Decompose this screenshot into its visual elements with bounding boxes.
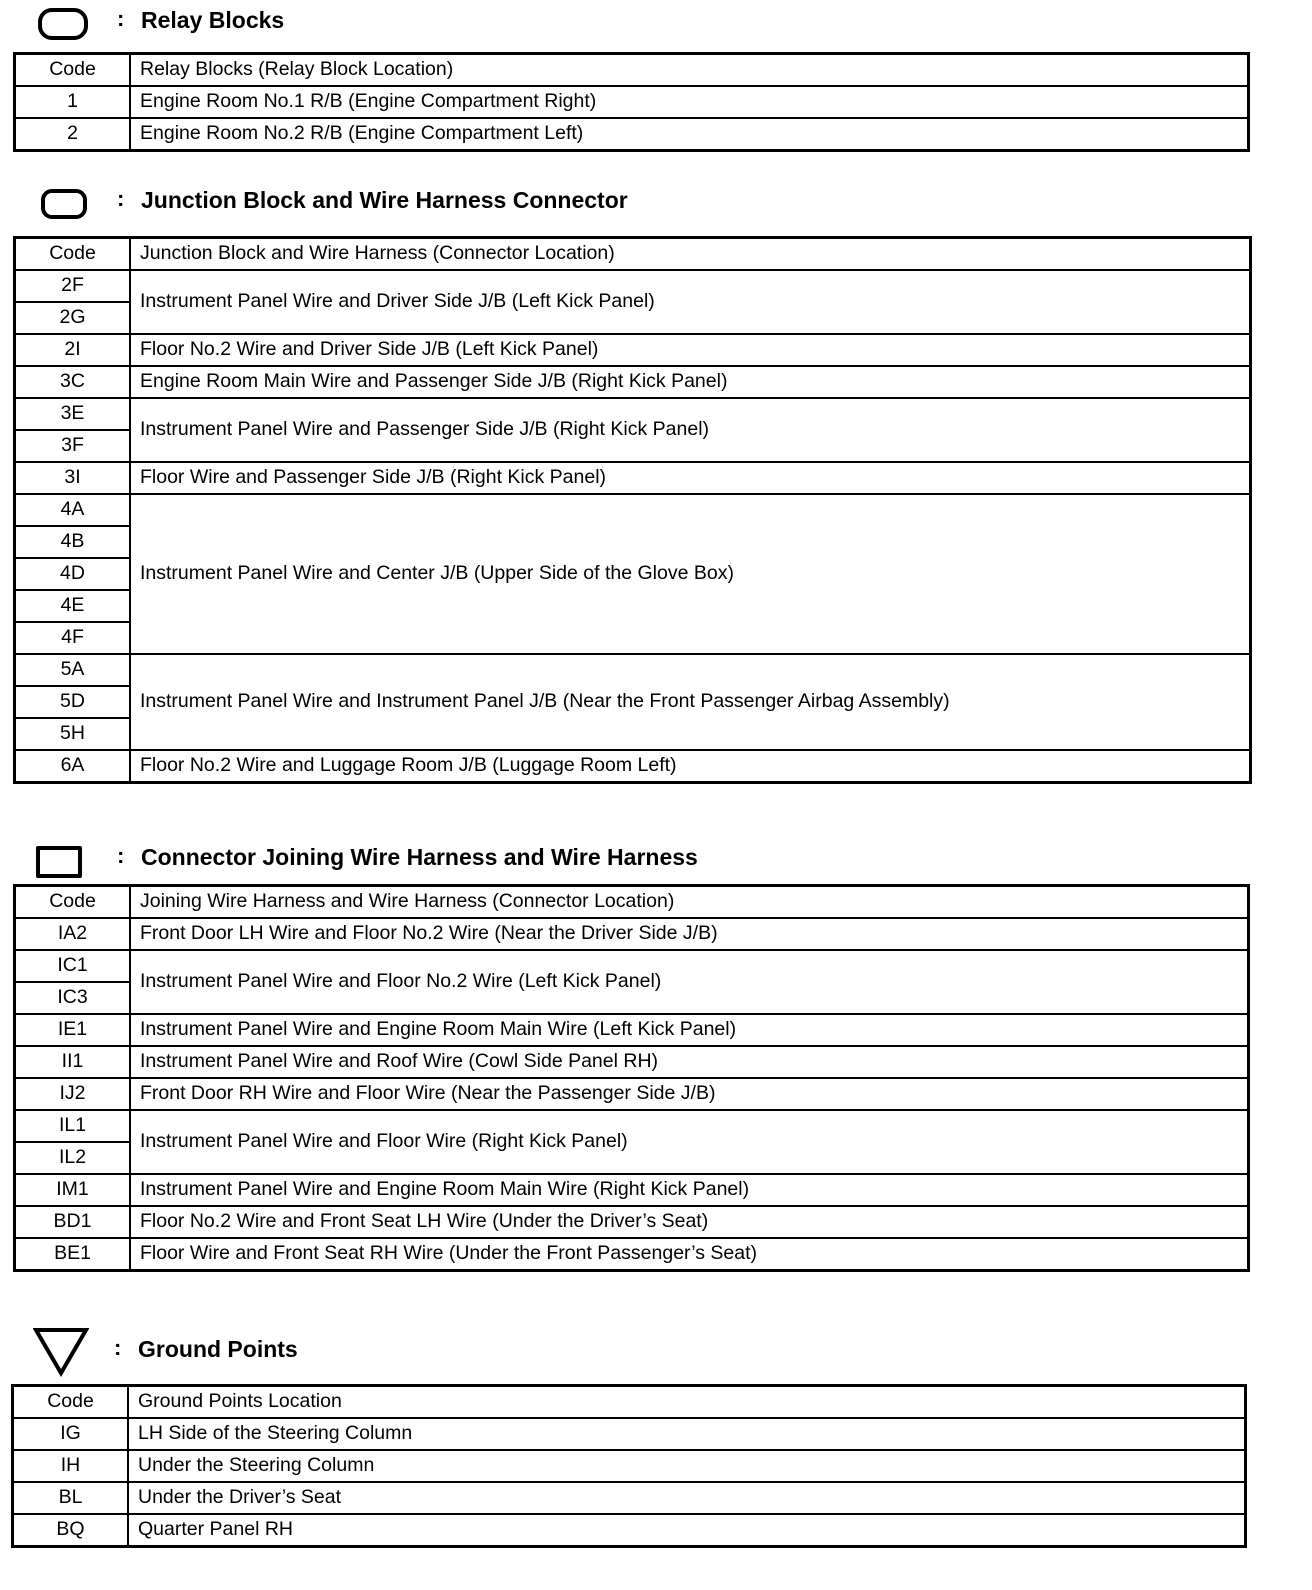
table-row	[13, 1418, 1246, 1450]
junction-block-table	[13, 236, 1252, 784]
table-row	[15, 1078, 1249, 1110]
location-cell: Under the Steering Column	[128, 1450, 1246, 1482]
code-header: Code	[15, 54, 131, 87]
code-cell: IJ2	[15, 1078, 131, 1110]
ground-points-table	[11, 1384, 1247, 1548]
relay-blocks-table	[13, 52, 1250, 152]
table-row	[15, 918, 1249, 950]
location-header: Junction Block and Wire Harness (Connector Location)	[130, 238, 1251, 271]
table-row	[15, 462, 1251, 494]
table-header-row	[15, 238, 1251, 271]
section-title: Ground Points	[138, 1336, 298, 1362]
table-row	[15, 1206, 1249, 1238]
code-header: Code	[15, 886, 131, 919]
junction-block-heading	[0, 182, 1312, 222]
connector-joining-heading	[0, 838, 1312, 878]
table-row	[15, 398, 1251, 430]
code-cell: BE1	[15, 1238, 131, 1271]
code-cell: IL2	[15, 1142, 131, 1174]
code-cell: II1	[15, 1046, 131, 1078]
code-cell: IC3	[15, 982, 131, 1014]
code-cell: 6A	[15, 750, 131, 783]
location-cell: Instrument Panel Wire and Engine Room Main Wire (Right Kick Panel)	[130, 1174, 1249, 1206]
code-cell: IA2	[15, 918, 131, 950]
code-header: Code	[13, 1386, 129, 1419]
location-cell: Floor No.2 Wire and Driver Side J/B (Left Kick Panel)	[130, 334, 1251, 366]
code-cell: 4E	[15, 590, 131, 622]
location-cell: Instrument Panel Wire and Passenger Side J/B (Right Kick Panel)	[130, 398, 1251, 462]
location-cell: Floor No.2 Wire and Luggage Room J/B (Luggage Room Left)	[130, 750, 1251, 783]
location-cell: Instrument Panel Wire and Floor Wire (Right Kick Panel)	[130, 1110, 1249, 1174]
location-header: Relay Blocks (Relay Block Location)	[130, 54, 1249, 87]
table-row	[15, 118, 1249, 151]
section-title: Relay Blocks	[141, 7, 285, 33]
table-row	[15, 1110, 1249, 1142]
code-cell: 2F	[15, 270, 131, 302]
table-row	[15, 1014, 1249, 1046]
table-row	[15, 750, 1251, 783]
location-cell: Instrument Panel Wire and Engine Room Main Wire (Left Kick Panel)	[130, 1014, 1249, 1046]
relay-block-symbol-icon	[38, 8, 88, 40]
location-cell: Front Door LH Wire and Floor No.2 Wire (Near the Driver Side J/B)	[130, 918, 1249, 950]
code-cell: 3I	[15, 462, 131, 494]
code-cell: BL	[13, 1482, 129, 1514]
code-cell: IM1	[15, 1174, 131, 1206]
code-cell: 4D	[15, 558, 131, 590]
location-cell: Front Door RH Wire and Floor Wire (Near the Passenger Side J/B)	[130, 1078, 1249, 1110]
location-cell: Engine Room No.1 R/B (Engine Compartment Right)	[130, 86, 1249, 118]
table-row	[15, 950, 1249, 982]
table-row	[13, 1450, 1246, 1482]
section-title: Junction Block and Wire Harness Connector	[141, 187, 628, 213]
table-row	[15, 654, 1251, 686]
code-cell: IL1	[15, 1110, 131, 1142]
code-cell: 5H	[15, 718, 131, 750]
location-cell: Quarter Panel RH	[128, 1514, 1246, 1547]
connector-joining-table	[13, 884, 1250, 1272]
code-cell: 3C	[15, 366, 131, 398]
table-row	[13, 1482, 1246, 1514]
heading-colon: :	[117, 843, 125, 868]
code-cell: IG	[13, 1418, 129, 1450]
connector-symbol-icon	[36, 846, 82, 878]
location-cell: Engine Room Main Wire and Passenger Side J/B (Right Kick Panel)	[130, 366, 1251, 398]
table-row	[15, 366, 1251, 398]
location-cell: Instrument Panel Wire and Instrument Panel J/B (Near the Front Passenger Airbag Assembly)	[130, 654, 1251, 750]
location-cell: Floor Wire and Passenger Side J/B (Right Kick Panel)	[130, 462, 1251, 494]
code-cell: 2I	[15, 334, 131, 366]
location-cell: Floor No.2 Wire and Front Seat LH Wire (Under the Driver’s Seat)	[130, 1206, 1249, 1238]
heading-colon: :	[114, 1335, 122, 1360]
section-title: Connector Joining Wire Harness and Wire Harness	[141, 844, 698, 870]
location-cell: Instrument Panel Wire and Driver Side J/B (Left Kick Panel)	[130, 270, 1251, 334]
location-cell: Instrument Panel Wire and Floor No.2 Wire (Left Kick Panel)	[130, 950, 1249, 1014]
code-cell: 3F	[15, 430, 131, 462]
location-header: Ground Points Location	[128, 1386, 1246, 1419]
table-row	[15, 86, 1249, 118]
relay-blocks-heading	[0, 0, 1312, 40]
code-cell: BQ	[13, 1514, 129, 1547]
table-row	[15, 334, 1251, 366]
code-cell: 3E	[15, 398, 131, 430]
table-row	[15, 494, 1251, 526]
table-row	[15, 1046, 1249, 1078]
location-cell: Floor Wire and Front Seat RH Wire (Under the Front Passenger’s Seat)	[130, 1238, 1249, 1271]
code-cell: IH	[13, 1450, 129, 1482]
code-cell: 1	[15, 86, 131, 118]
code-cell: 5A	[15, 654, 131, 686]
heading-colon: :	[117, 186, 125, 211]
location-cell: Under the Driver’s Seat	[128, 1482, 1246, 1514]
heading-colon: :	[117, 6, 125, 31]
code-cell: IC1	[15, 950, 131, 982]
location-cell: LH Side of the Steering Column	[128, 1418, 1246, 1450]
ground-points-heading	[0, 1325, 1312, 1365]
code-cell: 2G	[15, 302, 131, 334]
code-cell: IE1	[15, 1014, 131, 1046]
code-cell: BD1	[15, 1206, 131, 1238]
code-cell: 5D	[15, 686, 131, 718]
table-row	[15, 1238, 1249, 1271]
table-header-row	[15, 54, 1249, 87]
table-row	[15, 270, 1251, 302]
table-header-row	[13, 1386, 1246, 1419]
table-header-row	[15, 886, 1249, 919]
location-cell: Instrument Panel Wire and Center J/B (Upper Side of the Glove Box)	[130, 494, 1251, 654]
junction-block-symbol-icon	[41, 189, 87, 219]
location-header: Joining Wire Harness and Wire Harness (Connector Location)	[130, 886, 1249, 919]
code-cell: 4B	[15, 526, 131, 558]
code-cell: 4F	[15, 622, 131, 654]
location-cell: Engine Room No.2 R/B (Engine Compartment Left)	[130, 118, 1249, 151]
code-cell: 4A	[15, 494, 131, 526]
table-row	[15, 1174, 1249, 1206]
location-cell: Instrument Panel Wire and Roof Wire (Cowl Side Panel RH)	[130, 1046, 1249, 1078]
code-cell: 2	[15, 118, 131, 151]
code-header: Code	[15, 238, 131, 271]
ground-point-triangle-icon	[33, 1327, 89, 1377]
table-row	[13, 1514, 1246, 1547]
